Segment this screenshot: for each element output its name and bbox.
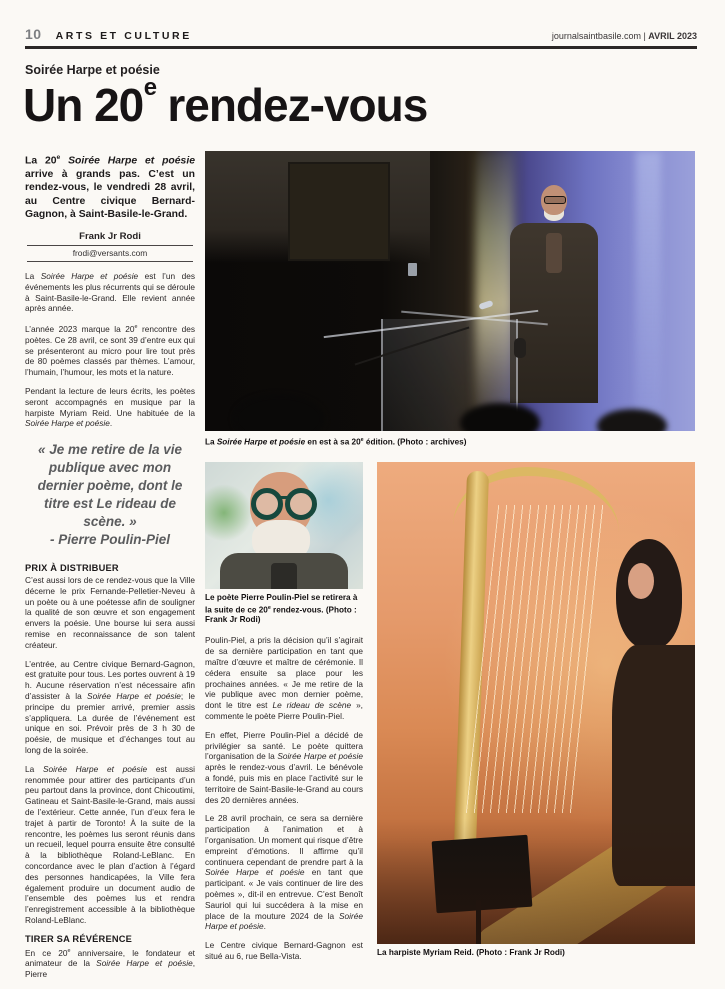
portrait-glasses <box>285 488 317 520</box>
speaker-glasses <box>544 196 566 204</box>
pull-quote-text: « Je me retire de la vie publique avec mon dernier poème, dont le titre est Le rideau de scène. » <box>37 442 183 530</box>
paragraph: C’est aussi lors de ce rendez-vous que la Ville décerne le prix Fernande-Pelletier-Neveu à un poète ou à une poétesse afin de souligner la qualité de son œuvre et son engagement envers la poésie. Une bourse lui sera aussi remise en reconnaissance de son talent créateur. <box>25 575 195 650</box>
microphone <box>514 338 526 358</box>
harp-strings <box>466 505 607 813</box>
website-url: journalsaintbasile.com <box>551 31 641 41</box>
masthead-right <box>552 31 697 41</box>
paragraph: En ce 20e anniversaire, le fondateur et animateur de la Soirée Harpe et poésie, Pierre <box>25 947 195 980</box>
paragraph: L’année 2023 marque la 20e rencontre des poètes. Ce 28 avril, ce sont 39 d’entre eux qui se présenteront au micro pour lire tout près de 80 poèmes classés par thèmes. L’amour, l’humain, l’humour, les mots et la nature. <box>25 323 195 378</box>
pull-quote <box>27 441 193 549</box>
left-column <box>25 151 195 988</box>
separator: | <box>640 31 649 41</box>
paragraph: Pendant la lecture de leurs écrits, les poètes seront accompagnés en musique par la harpiste Myriam Reid. Une habituée de la Soirée Harpe et poésie. <box>25 385 195 429</box>
author-name: Frank Jr Rodi <box>79 230 141 242</box>
subheading-prix: PRIX À DISTRIBUER <box>25 563 119 574</box>
paragraph: Le 28 avril prochain, ce sera sa dernière participation à l’animation et à l’organisation. Un moment qui risque d’être empreint d’émotions. Il affirme qu’il continuera cependant de prendre part à la Soirée Harpe et poésie en tant que participant. « Je vais continuer de lire des poèmes », dit-il en entrevue. C’est Benoît Sauriol qui lui succédera à la mise en place de la mouture 2024 de la Soirée Harpe et poésie. <box>205 813 363 932</box>
paragraph: La Soirée Harpe et poésie est aussi renommée pour attirer des participants d’un peu partout dans la province, dont Chicoutimi, Gatineau et Saint-Basile-le-Grand, mais aussi de l’extérieur. Cette année, l’un d’eux fera le trajet à partir de Toronto! À la suite de la rencontre, les poèmes lus seront réunis dans un recueil, lequel pourra ensuite être consulté à la bibliothèque Roland-LeBlanc. En concordance avec le plan d’action à l’égard des personnes handicapées, la Ville fera également produire un document audio de l’ensemble des poèmes lus et rendra l’enregistrement accessible à la bibliothèque Roland-LeBlanc. <box>25 763 195 925</box>
author-email: frodi@versants.com <box>72 247 148 258</box>
paragraph: En effet, Pierre Poulin-Piel a décidé de privilégier sa santé. Le poète quittera l’organisation de la Soirée Harpe et poésie après le rendez-vous d’avril. Le bénévole a fondé, puis mis en place l’activité sur le territoire de Saint-Basile-le-Grand au cours des 20 dernières années. <box>205 729 363 805</box>
paragraph: Le Centre civique Bernard-Gagnon est situé au 6, rue Bella-Vista. <box>205 940 363 961</box>
article-body <box>25 151 697 988</box>
article-kicker: Soirée Harpe et poésie <box>25 63 160 77</box>
portrait-shirt <box>271 563 297 589</box>
speaker-shirt <box>546 233 562 273</box>
photo-harpist <box>377 462 695 944</box>
article-headline <box>23 73 428 132</box>
paragraph: L’entrée, au Centre civique Bernard-Gagnon, est gratuite pour tous. Les portes ouvrent à 19 h. Aucune réservation n’est nécessaire afin d’assister à la Soirée Harpe et poésie; le principe du premier arrivé, premier assis s’appliquera. La durée de l’événement est unique en soi. Prévoir près de 3 h 30 de poésie, de musique et d’échanges tout au long de la soirée. <box>25 658 195 756</box>
portrait-glasses <box>251 488 283 520</box>
pull-quote-attribution: - Pierre Poulin-Piel <box>49 532 171 548</box>
paragraph: Poulin-Piel, a pris la décision qu’il s’agirait de sa dernière participation en tant que maître d’œuvre et maître de cérémonie. Il cédera ensuite sa place pour les prochaines années. « Je me retire de la vie publique avec mon dernier poème, dont le titre est Le rideau de scène », commente le poète Pierre Poulin-Piel. <box>205 635 363 722</box>
middle-column <box>205 462 363 970</box>
masthead <box>25 26 697 49</box>
photo-caption: La harpiste Myriam Reid. (Photo : Frank Jr Rodi) <box>377 947 565 957</box>
paragraph: La Soirée Harpe et poésie est l’un des événements les plus récurrents qui se déroule à Saint-Basile-le-Grand. Elle revient année après année. <box>25 270 195 314</box>
harpist-face <box>628 563 654 599</box>
lead-paragraph: La 20e Soirée Harpe et poésie arrive à grands pas. C’est un rendez-vous, le vendredi 28 avril, au Centre civique Bernard-Gagnon, à Saint-Basile-le-Grand. <box>25 154 195 221</box>
portrait-glasses-bridge <box>279 496 289 499</box>
speaker-head <box>541 185 567 215</box>
section-title: ARTS ET CULTURE <box>55 30 192 42</box>
right-photo-column <box>377 462 695 970</box>
byline <box>25 231 195 262</box>
photo-poet-at-podium <box>205 151 695 431</box>
page-number: 10 <box>25 26 42 42</box>
photo-wall-switch <box>408 263 417 276</box>
photo-light-band <box>636 151 661 431</box>
photo-caption: La Soirée Harpe et poésie en est à sa 20e édition. (Photo : archives) <box>205 437 467 447</box>
issue-date: AVRIL 2023 <box>648 31 697 41</box>
byline-rule <box>27 261 193 262</box>
headline-superscript: e <box>143 73 157 101</box>
main-column <box>205 151 695 988</box>
headline-text: Un 20 <box>23 79 144 131</box>
subheading-reverence: TIRER SA RÉVÉRENCE <box>25 933 133 944</box>
masthead-rule <box>25 46 697 49</box>
audience-silhouette <box>234 395 324 431</box>
photo-door <box>288 162 390 261</box>
headline-text-suffix: rendez-vous <box>155 79 428 131</box>
photo-poet-portrait <box>205 462 363 589</box>
photo-caption: Le poète Pierre Poulin-Piel se retirera à la suite de ce 20e rendez-vous. (Photo : Frank Jr Rodi) <box>205 592 358 625</box>
photo-shadow-overlay <box>377 818 695 943</box>
